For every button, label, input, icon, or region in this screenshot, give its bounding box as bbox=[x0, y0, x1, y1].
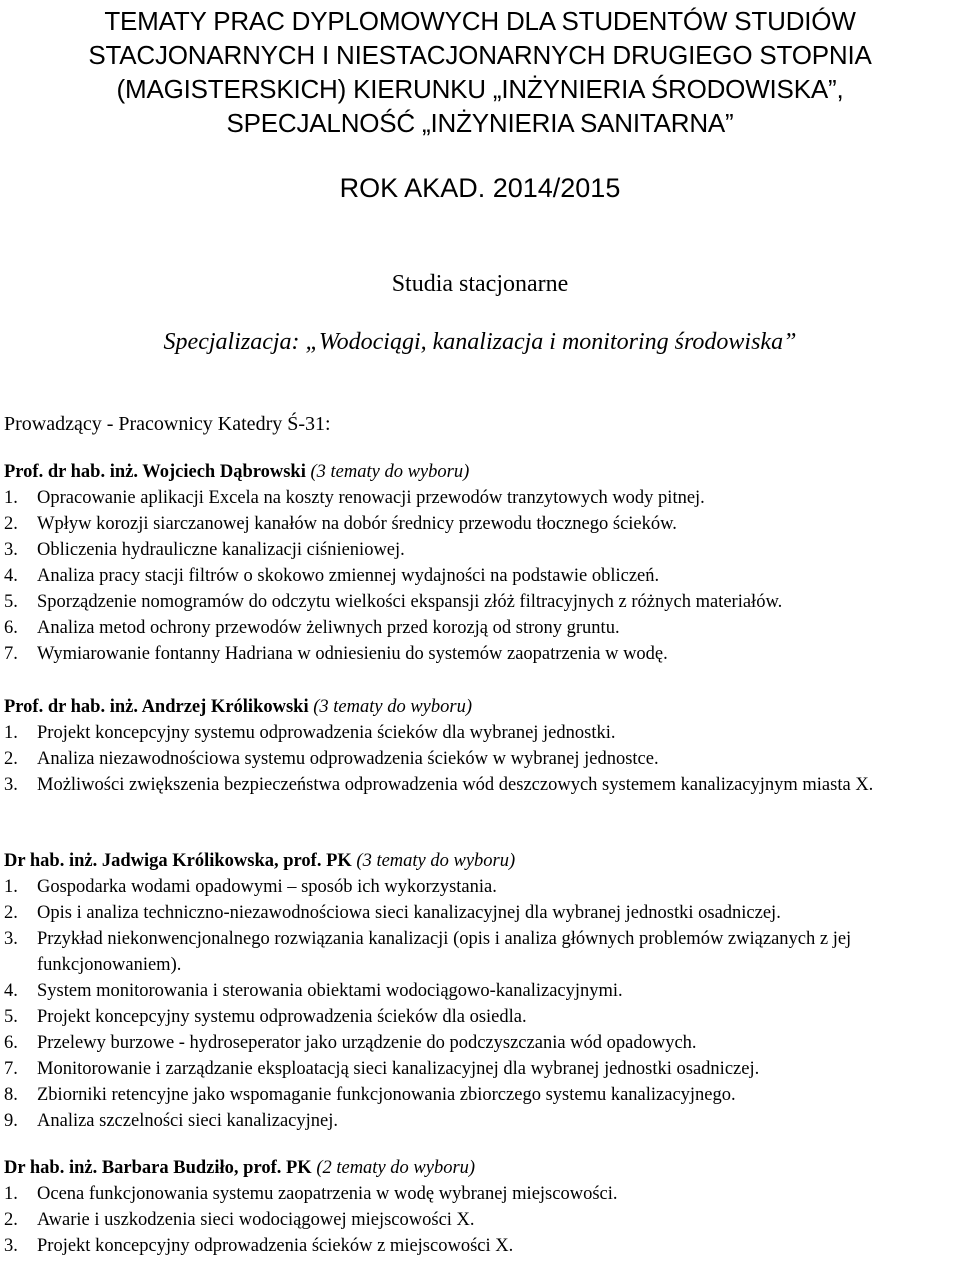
topic-text: Przelewy burzowe - hydroseperator jako urządzenie do podczyszczania wód opadowych. bbox=[37, 1033, 697, 1053]
topic-text: Obliczenia hydrauliczne kanalizacji ciśnieniowej. bbox=[37, 540, 405, 560]
topic-item bbox=[4, 746, 960, 772]
academic-year: ROK AKAD. 2014/2015 bbox=[339, 173, 621, 203]
topic-count: (3 tematy do wyboru) bbox=[356, 851, 516, 871]
topic-count: (3 tematy do wyboru) bbox=[310, 462, 470, 482]
title-line: (MAGISTERSKICH) KIERUNKU „INŻYNIERIA ŚRODOWISKA”, bbox=[116, 74, 844, 104]
topic-item bbox=[4, 1233, 960, 1259]
topic-text: Projekt koncepcyjny systemu odprowadzenia ścieków dla wybranej jednostki. bbox=[37, 723, 616, 743]
topic-number: 7. bbox=[4, 644, 18, 664]
topic-number: 2. bbox=[4, 903, 18, 923]
topic-item bbox=[4, 772, 960, 798]
supervisor-heading bbox=[4, 459, 960, 485]
supervisor-heading bbox=[4, 1155, 960, 1181]
topic-item bbox=[4, 589, 960, 615]
topic-text: Analiza pracy stacji filtrów o skokowo zmiennej wydajności na podstawie obliczeń. bbox=[37, 566, 660, 586]
topic-list bbox=[4, 874, 960, 1134]
topic-item bbox=[4, 1082, 960, 1108]
topic-item bbox=[4, 720, 960, 746]
topic-text: Monitorowanie i zarządzanie eksploatacją sieci kanalizacyjnej dla wybranej jednostki osadniczej. bbox=[37, 1059, 760, 1079]
topic-item bbox=[4, 926, 960, 978]
topic-number: 2. bbox=[4, 514, 18, 534]
supervisor-heading bbox=[4, 848, 960, 874]
supervisor-name: Prof. dr hab. inż. Wojciech Dąbrowski bbox=[4, 462, 306, 482]
topic-number: 3. bbox=[4, 1236, 18, 1256]
topic-text: Projekt koncepcyjny systemu odprowadzenia ścieków dla osiedla. bbox=[37, 1007, 527, 1027]
supervisor-section bbox=[4, 694, 960, 798]
topic-item bbox=[4, 1108, 960, 1134]
document-title bbox=[0, 4, 960, 140]
topic-text: Wpływ korozji siarczanowej kanałów na dobór średnicy przewodu tłocznego ścieków. bbox=[37, 514, 677, 534]
topic-number: 4. bbox=[4, 566, 18, 586]
topic-text: Awarie i uszkodzenia sieci wodociągowej miejscowości X. bbox=[37, 1210, 475, 1230]
topic-number: 7. bbox=[4, 1059, 18, 1079]
department-staff-heading: Prowadzący - Pracownicy Katedry Ś-31: bbox=[4, 413, 331, 435]
topic-text: Sporządzenie nomogramów do odczytu wielkości ekspansji złóż filtracyjnych z różnych materiałów. bbox=[37, 592, 783, 612]
topic-item bbox=[4, 563, 960, 589]
topic-text: Przykład niekonwencjonalnego rozwiązania kanalizacji (opis i analiza głównych problemów związanych z jej funkcjonowaniem). bbox=[37, 929, 852, 975]
topic-count: (3 tematy do wyboru) bbox=[313, 697, 472, 717]
topic-number: 6. bbox=[4, 1033, 18, 1053]
topic-text: Ocena funkcjonowania systemu zaopatrzenia w wodę wybranej miejscowości. bbox=[37, 1184, 618, 1204]
title-line: SPECJALNOŚĆ „INŻYNIERIA SANITARNA” bbox=[226, 108, 734, 138]
topic-text: Gospodarka wodami opadowymi – sposób ich wykorzystania. bbox=[37, 877, 497, 897]
topic-number: 1. bbox=[4, 877, 18, 897]
topic-text: System monitorowania i sterowania obiektami wodociągowo-kanalizacyjnymi. bbox=[37, 981, 623, 1001]
title-line: TEMATY PRAC DYPLOMOWYCH DLA STUDENTÓW STUDIÓW bbox=[104, 6, 856, 36]
supervisor-name: Dr hab. inż. Jadwiga Królikowska, prof. PK bbox=[4, 851, 352, 871]
topic-number: 1. bbox=[4, 1184, 18, 1204]
study-mode: Studia stacjonarne bbox=[391, 271, 569, 297]
topic-text: Zbiorniki retencyjne jako wspomaganie funkcjonowania zbiorczego systemu kanalizacyjnego. bbox=[37, 1085, 736, 1105]
topic-item bbox=[4, 537, 960, 563]
topic-item bbox=[4, 615, 960, 641]
topic-number: 1. bbox=[4, 723, 18, 743]
topic-list bbox=[4, 485, 960, 667]
topic-text: Wymiarowanie fontanny Hadriana w odniesieniu do systemów zaopatrzenia w wodę. bbox=[37, 644, 668, 664]
topic-item bbox=[4, 978, 960, 1004]
topic-text: Opis i analiza techniczno-niezawodnościowa sieci kanalizacyjnej dla wybranej jednostki osadniczej. bbox=[37, 903, 781, 923]
topic-item bbox=[4, 1004, 960, 1030]
topic-number: 4. bbox=[4, 981, 18, 1001]
topic-text: Opracowanie aplikacji Excela na koszty renowacji przewodów tranzytowych wody pitnej. bbox=[37, 488, 705, 508]
topic-number: 8. bbox=[4, 1085, 18, 1105]
topic-text: Analiza niezawodnościowa systemu odprowadzenia ścieków w wybranej jednostce. bbox=[37, 749, 659, 769]
topic-number: 3. bbox=[4, 929, 18, 949]
topic-text: Projekt koncepcyjny odprowadzenia ścieków z miejscowości X. bbox=[37, 1236, 514, 1256]
topic-list bbox=[4, 720, 960, 798]
title-line: STACJONARNYCH I NIESTACJONARNYCH DRUGIEGO STOPNIA bbox=[88, 40, 872, 70]
topic-item bbox=[4, 900, 960, 926]
topic-number: 9. bbox=[4, 1111, 18, 1131]
topic-text: Analiza metod ochrony przewodów żeliwnych przed korozją od strony gruntu. bbox=[37, 618, 620, 638]
topic-item bbox=[4, 641, 960, 667]
specialization: Specjalizacja: „Wodociągi, kanalizacja i monitoring środowiska” bbox=[163, 329, 797, 355]
supervisor-heading bbox=[4, 694, 960, 720]
topic-item bbox=[4, 1207, 960, 1233]
topic-number: 1. bbox=[4, 488, 18, 508]
supervisor-section bbox=[4, 1155, 960, 1259]
topic-item bbox=[4, 874, 960, 900]
topic-number: 2. bbox=[4, 749, 18, 769]
topic-item bbox=[4, 511, 960, 537]
topic-item bbox=[4, 1181, 960, 1207]
supervisor-name: Dr hab. inż. Barbara Budziło, prof. PK bbox=[4, 1158, 312, 1178]
topic-number: 5. bbox=[4, 592, 18, 612]
topic-number: 3. bbox=[4, 775, 18, 795]
topic-number: 5. bbox=[4, 1007, 18, 1027]
supervisor-name: Prof. dr hab. inż. Andrzej Królikowski bbox=[4, 697, 309, 717]
topic-text: Analiza szczelności sieci kanalizacyjnej. bbox=[37, 1111, 338, 1131]
topic-count: (2 tematy do wyboru) bbox=[316, 1158, 476, 1178]
topic-number: 2. bbox=[4, 1210, 18, 1230]
topic-number: 6. bbox=[4, 618, 18, 638]
topic-text: Możliwości zwiększenia bezpieczeństwa odprowadzenia wód deszczowych systemem kanalizacyjnym miasta X. bbox=[37, 775, 874, 795]
topic-item bbox=[4, 485, 960, 511]
supervisor-section bbox=[4, 848, 960, 1134]
topic-item bbox=[4, 1056, 960, 1082]
topic-item bbox=[4, 1030, 960, 1056]
topic-number: 3. bbox=[4, 540, 18, 560]
supervisor-section bbox=[4, 459, 960, 667]
topic-list bbox=[4, 1181, 960, 1259]
